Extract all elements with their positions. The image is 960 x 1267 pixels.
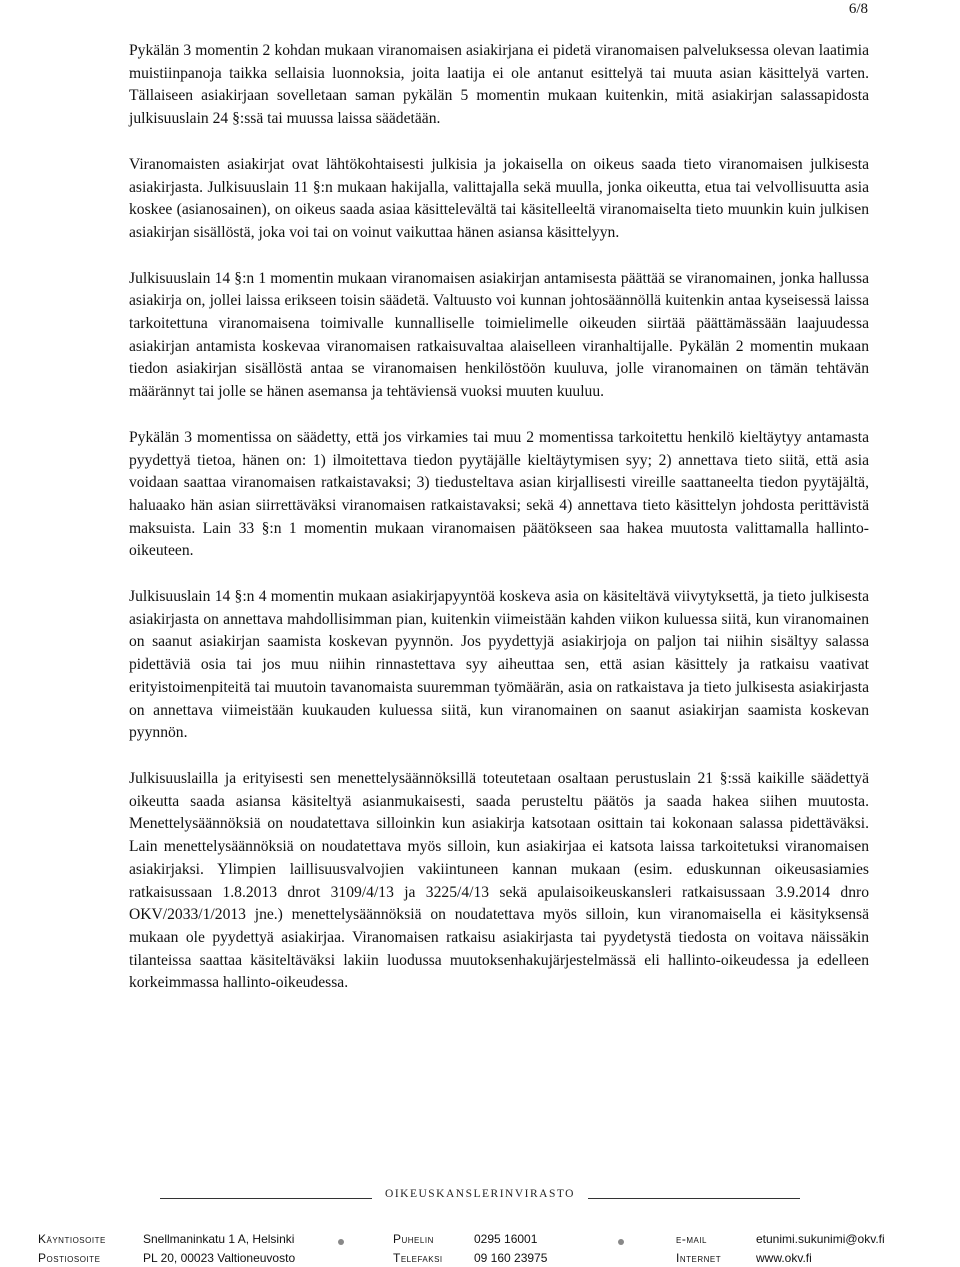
email-link[interactable]: etunimi.sukunimi@okv.fi	[756, 1232, 885, 1246]
page-number: 6/8	[848, 1, 868, 17]
phone-label: Puhelin	[393, 1232, 434, 1246]
visiting-address-label: Käyntiosoite	[38, 1232, 106, 1246]
visiting-address-value: Snellmaninkatu 1 A, Helsinki	[143, 1232, 295, 1246]
fax-label: Telefaksi	[393, 1251, 443, 1265]
paragraph-1: Pykälän 3 momentin 2 kohdan mukaan viranomaisen asiakirjana ei pidetä viranomaisen palveluksessa olevan laatimia muistiinpanoja taikka sellaisia luonnoksia, joita laatija ei ole antanut esittelyä tai muuta asian käsittelyä varten. Tällaiseen asiakirjaan sovelletaan saman pykälän 5 momentin mukaan kuitenkin, mitä asiakirjan salassapidosta julkisuuslain 24 §:ssä tai muussa laissa säädetään.	[129, 42, 869, 128]
website-link[interactable]: www.okv.fi	[756, 1251, 812, 1265]
internet-label: Internet	[676, 1251, 722, 1265]
separator-dot-icon	[338, 1239, 344, 1245]
email-label: e-mail	[676, 1232, 708, 1246]
postal-address-label: Postiosoite	[38, 1251, 101, 1265]
document-body	[129, 40, 869, 1018]
fax-value: 09 160 23975	[474, 1251, 548, 1265]
separator-dot-icon	[618, 1239, 624, 1245]
paragraph-5: Julkisuuslain 14 §:n 4 momentin mukaan asiakirjapyyntöä koskeva asia on käsiteltävä viivytyksettä, ja tieto julkisesta asiakirjasta on annettava mahdollisimman pian, kuitenkin viimeistään kahden viikon kuluessa siitä, kun viranomainen on saanut asiakirjan saamista koskevan pyynnön. Jos pyydettyjä asiakirjoja on paljon tai niihin sisältyy salassa pidettäviä osia tai jos muu niihin rinnastettava syy aiheuttaa sen, että asian käsittely ja ratkaisu vaativat erityistoimenpiteitä tai muutoin tavanomaista suuremman työmäärän, asia on ratkaistava ja tieto julkisesta asiakirjasta on annettava viimeistään kuukauden kuluessa siitä, kun viranomainen on saanut asiakirjan saamista koskevan pyynnön.	[129, 588, 869, 742]
paragraph-4: Pykälän 3 momentissa on säädetty, että jos virkamies tai muu 2 momentissa tarkoitettu henkilö kieltäytyy antamasta pyydettyä tietoa, hänen on: 1) ilmoitettava tiedon pyytäjälle kieltäytymisen syy; 2) annettava tieto siitä, että asia voidaan saattaa viranomaisen ratkaistavaksi; 3) tiedusteltava asian kirjallisesti vireille saattaneelta tiedon pyytäjältä, haluaako hän asian siirrettäväksi viranomaisen ratkaistavaksi; sekä 4) annettava tieto käsittelyn johdosta perittävistä maksuista. Lain 33 §:n 1 momentin mukaan viranomaisen päätökseen saa hakea muutosta valittamalla hallinto-oikeuteen.	[129, 428, 869, 560]
footer-organization: OIKEUSKANSLERINVIRASTO	[385, 1188, 575, 1200]
paragraph-6: Julkisuuslailla ja erityisesti sen menettelysäännöksillä toteutetaan osaltaan perustuslain 21 §:ssä kaikille säädettyä oikeutta saada asiansa käsiteltyä asianmukaisesti, saada perusteltu päätös ja saada hakea siihen muutosta. Menettelysäännöksiä on noudatettava silloinkin kun asiakirja katsotaan osittain tai kokonaan salassa pidettäväksi. Lain menettelysäännöksiä on noudatettava myös silloin, kun asiakirjaa ei katsota laissa tarkoitetuksi viranomaisen asiakirjaksi. Ylimpien laillisuusvalvojien vakiintuneen kannan mukaan (esim. eduskunnan oikeusasiamies ratkaisussaan 1.8.2013 dnrot 3109/4/13 ja 3225/4/13 sekä apulaisoikeuskansleri ratkaisussaan 3.9.2014 dnro OKV/2033/1/2013 jne.) menettelysäännöksiä on noudatettava myös silloin, kun viranomaisella ei käsityksensä mukaan ole pyydettyä asiakirjaa. Viranomaisen ratkaisu asiakirjasta tai pyydetystä tiedosta on voitava näissäkin tilanteissa saattaa käsiteltäväksi lakiin luodussa muutoksenhakujärjestelmässä eli hallinto-oikeudessa ja edelleen korkeimmassa hallinto-oikeudessa.	[129, 769, 869, 992]
paragraph-3: Julkisuuslain 14 §:n 1 momentin mukaan viranomaisen asiakirjan antamisesta päättää se viranomainen, jonka hallussa asiakirja on, jollei laissa erikseen toisin säädetä. Valtuusto voi kunnan johtosäännöllä kuitenkin antaa kyseisessä laissa tarkoitettuna viranomaisena toimivalle kunnalliselle toimielimelle oikeuden siirtää päättämässään laajuudessa asiakirjan antamista koskevaa viranomaisen ratkaisuvaltaa alaiselleen viranhaltijalle. Pykälän 2 momentin mukaan tiedon asiakirjan sisällöstä antaa se viranomaisen henkilöstöön kuuluva, jolle viranomainen on tämän tehtävän määrännyt tai jolle se hänen asemansa ja tehtäviensä vuoksi muuten kuuluu.	[129, 269, 869, 401]
footer-divider-right	[588, 1198, 800, 1199]
phone-value: 0295 16001	[474, 1232, 538, 1246]
postal-address-value: PL 20, 00023 Valtioneuvosto	[143, 1251, 296, 1265]
footer-divider-left	[160, 1198, 372, 1199]
paragraph-2: Viranomaisten asiakirjat ovat lähtökohtaisesti julkisia ja jokaisella on oikeus saada tieto viranomaisen julkisesta asiakirjasta. Julkisuuslain 11 §:n mukaan hakijalla, valittajalla sekä muulla, jonka oikeutta, etua tai velvollisuutta asia koskee (asianosainen), on oikeus saada asiaa käsittelevältä tai käsitelleeltä viranomaiselta tieto muunkin kuin julkisen asiakirjan sisällöstä, joka voi tai on voinut vaikuttaa hänen asiansa käsittelyyn.	[129, 155, 869, 241]
